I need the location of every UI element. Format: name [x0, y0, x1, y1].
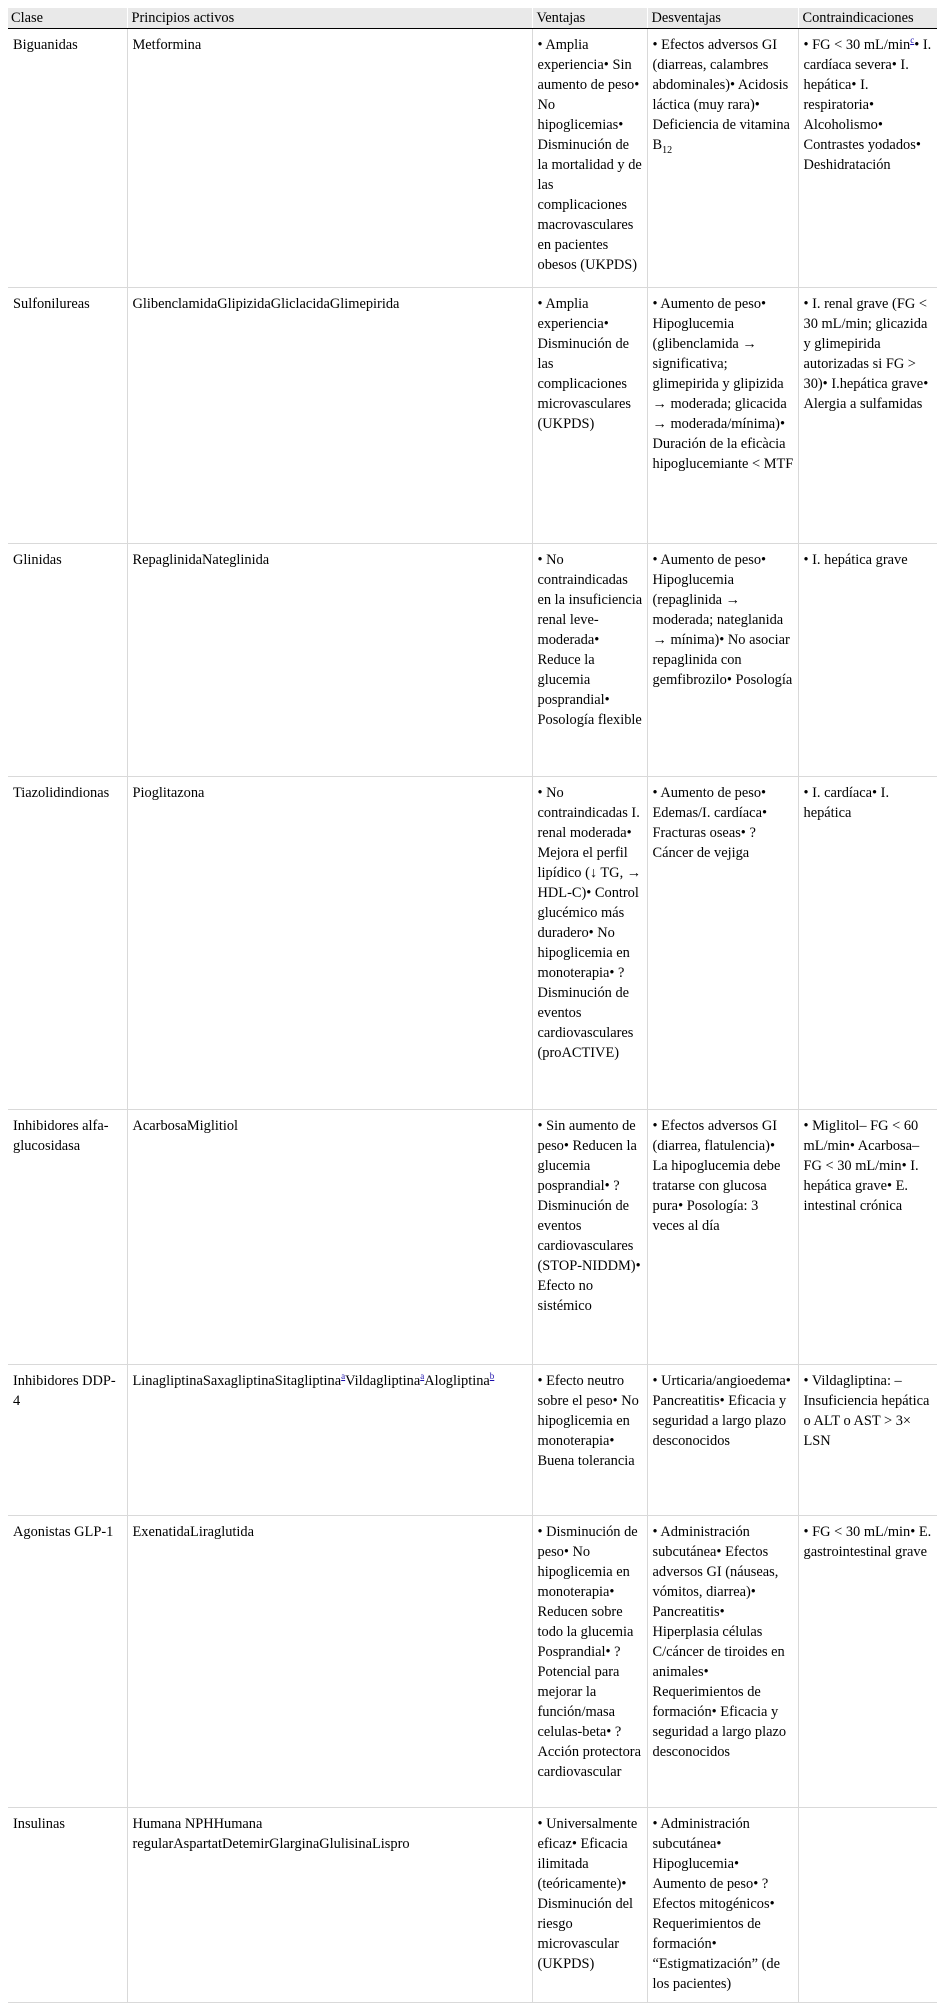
cell-contraindicaciones — [798, 29, 937, 288]
cell-clase: Inhibidores DDP-4 — [8, 1365, 127, 1516]
cell-principios: GlibenclamidaGlipizidaGliclacidaGlimepirida — [127, 288, 532, 544]
table-row — [8, 29, 937, 288]
cell-desventajas — [647, 29, 798, 288]
cell-clase: Agonistas GLP-1 — [8, 1516, 127, 1808]
cell-contraindicaciones: • I. hepática grave — [798, 544, 937, 777]
footnote-link-b[interactable]: b — [489, 1371, 495, 1382]
cell-ventajas: • Amplia experiencia• Sin aumento de peso• No hipoglicemias• Disminución de la mortalidad y de las complicaciones macrovasculares en pacientes obesos (UKPDS) — [532, 29, 647, 288]
table-row — [8, 1808, 937, 2003]
cell-ventajas: • Sin aumento de peso• Reducen la glucemia posprandial• ? Disminución de eventos cardiovasculares (STOP-NIDDM)• Efecto no sistémico — [532, 1110, 647, 1365]
desventajas-text: • Efectos adversos GI (diarreas, calambres abdominales)• Acidosis láctica (muy rara)• Deficiencia de vitamina B — [652, 37, 790, 153]
cell-desventajas: • Efectos adversos GI (diarrea, flatulencia)• La hipoglucemia debe tratarse con glucosa pura• Posología: 3 veces al día — [647, 1110, 798, 1365]
subscript-12: 12 — [662, 144, 673, 156]
cell-contraindicaciones: • Vildagliptina: – Insuficiencia hepática o ALT o AST > 3× LSN — [798, 1365, 937, 1516]
cell-desventajas: • Administración subcutánea• Hipoglucemia• Aumento de peso• ? Efectos mitogénicos• Requerimientos de formación• “Estigmatización” (de los pacientes) — [647, 1808, 798, 2003]
cell-contraindicaciones: • I. renal grave (FG < 30 mL/min; glicazida y glimepirida autorizadas si FG > 30)• I.hepática grave• Alergia a sulfamidas — [798, 288, 937, 544]
antidiabetic-drugs-table — [8, 8, 937, 2003]
principios-text-a: LinagliptinaSaxagliptinaSitagliptina — [132, 1373, 342, 1389]
cell-ventajas: • Efecto neutro sobre el peso• No hipoglicemia en monoterapia• Buena tolerancia — [532, 1365, 647, 1516]
table-row — [8, 1110, 937, 1365]
header-principios-activos: Principios activos — [127, 8, 532, 29]
footnote-link-c[interactable]: c — [910, 35, 915, 46]
cell-clase: Tiazolidindionas — [8, 777, 127, 1110]
cell-principios: AcarbosaMiglitiol — [127, 1110, 532, 1365]
cell-ventajas: • No contraindicadas I. renal moderada• Mejora el perfil lipídico (↓ TG, → HDL-C)• Control glucémico más duradero• No hipoglicemia en monoterapia• ? Disminución de eventos cardiovasculares (proACTIVE) — [532, 777, 647, 1110]
contra-text-pre: • FG < 30 mL/min — [803, 37, 911, 53]
table-row — [8, 544, 937, 777]
contra-text-post: • I. cardíaca severa• I. hepática• I. respiratoria• Alcoholismo• Contrastes yodados• Deshidratación — [803, 37, 932, 173]
footnote-link-a[interactable]: a — [420, 1371, 425, 1382]
table-header — [8, 8, 937, 29]
cell-principios — [127, 1365, 532, 1516]
header-ventajas: Ventajas — [532, 8, 647, 29]
table-body — [8, 29, 937, 2003]
cell-principios: Humana NPHHumana regularAspartatDetemirGlarginaGlulisinaLispro — [127, 1808, 532, 2003]
cell-clase: Biguanidas — [8, 29, 127, 288]
footnote-link-a[interactable]: a — [341, 1371, 346, 1382]
header-desventajas: Desventajas — [647, 8, 798, 29]
table-row — [8, 288, 937, 544]
cell-clase: Insulinas — [8, 1808, 127, 2003]
cell-contraindicaciones: • FG < 30 mL/min• E. gastrointestinal grave — [798, 1516, 937, 1808]
table-row — [8, 1516, 937, 1808]
cell-desventajas: • Aumento de peso• Hipoglucemia (glibenclamida → significativa; glimepirida y glipizida → moderada; glicacida → moderada/mínima)• Duración de la eficàcia hipoglucemiante < MTF — [647, 288, 798, 544]
header-row — [8, 8, 937, 29]
table-row — [8, 1365, 937, 1516]
cell-ventajas: • Universalmente eficaz• Eficacia ilimitada (teóricamente)• Disminución del riesgo microvascular (UKPDS) — [532, 1808, 647, 2003]
cell-contraindicaciones — [798, 1808, 937, 2003]
cell-contraindicaciones: • I. cardíaca• I. hepática — [798, 777, 937, 1110]
table-row — [8, 777, 937, 1110]
cell-ventajas: • Disminución de peso• No hipoglicemia en monoterapia• Reducen sobre todo la glucemia Posprandial• ? Potencial para mejorar la función/masa celulas-beta• ? Acción protectora cardiovascular — [532, 1516, 647, 1808]
cell-principios: Pioglitazona — [127, 777, 532, 1110]
cell-principios: ExenatidaLiraglutida — [127, 1516, 532, 1808]
cell-desventajas: • Urticaria/angioedema• Pancreatitis• Eficacia y seguridad a largo plazo desconocidos — [647, 1365, 798, 1516]
cell-desventajas: • Aumento de peso• Edemas/I. cardíaca• Fracturas oseas• ? Cáncer de vejiga — [647, 777, 798, 1110]
cell-principios: RepaglinidaNateglinida — [127, 544, 532, 777]
cell-desventajas: • Administración subcutánea• Efectos adversos GI (náuseas, vómitos, diarrea)• Pancreatitis• Hiperplasia células C/cáncer de tiroides en animales• Requerimientos de formación• Eficacia y seguridad a largo plazo desconocidos — [647, 1516, 798, 1808]
header-contraindicaciones: Contraindicaciones — [798, 8, 937, 29]
cell-clase: Glinidas — [8, 544, 127, 777]
principios-text-c: Alogliptina — [424, 1373, 490, 1389]
cell-ventajas: • Amplia experiencia• Disminución de las complicaciones microvasculares (UKPDS) — [532, 288, 647, 544]
header-clase: Clase — [8, 8, 127, 29]
cell-clase: Sulfonilureas — [8, 288, 127, 544]
principios-text-b: Vildagliptina — [345, 1373, 421, 1389]
cell-desventajas: • Aumento de peso• Hipoglucemia (repaglinida → moderada; nateglanida → mínima)• No asociar repaglinida con gemfibrozilo• Posología — [647, 544, 798, 777]
cell-principios: Metformina — [127, 29, 532, 288]
cell-ventajas: • No contraindicadas en la insuficiencia renal leve-moderada• Reduce la glucemia posprandial• Posología flexible — [532, 544, 647, 777]
cell-clase: Inhibidores alfa-glucosidasa — [8, 1110, 127, 1365]
cell-contraindicaciones: • Miglitol– FG < 60 mL/min• Acarbosa– FG < 30 mL/min• I. hepática grave• E. intestinal crónica — [798, 1110, 937, 1365]
